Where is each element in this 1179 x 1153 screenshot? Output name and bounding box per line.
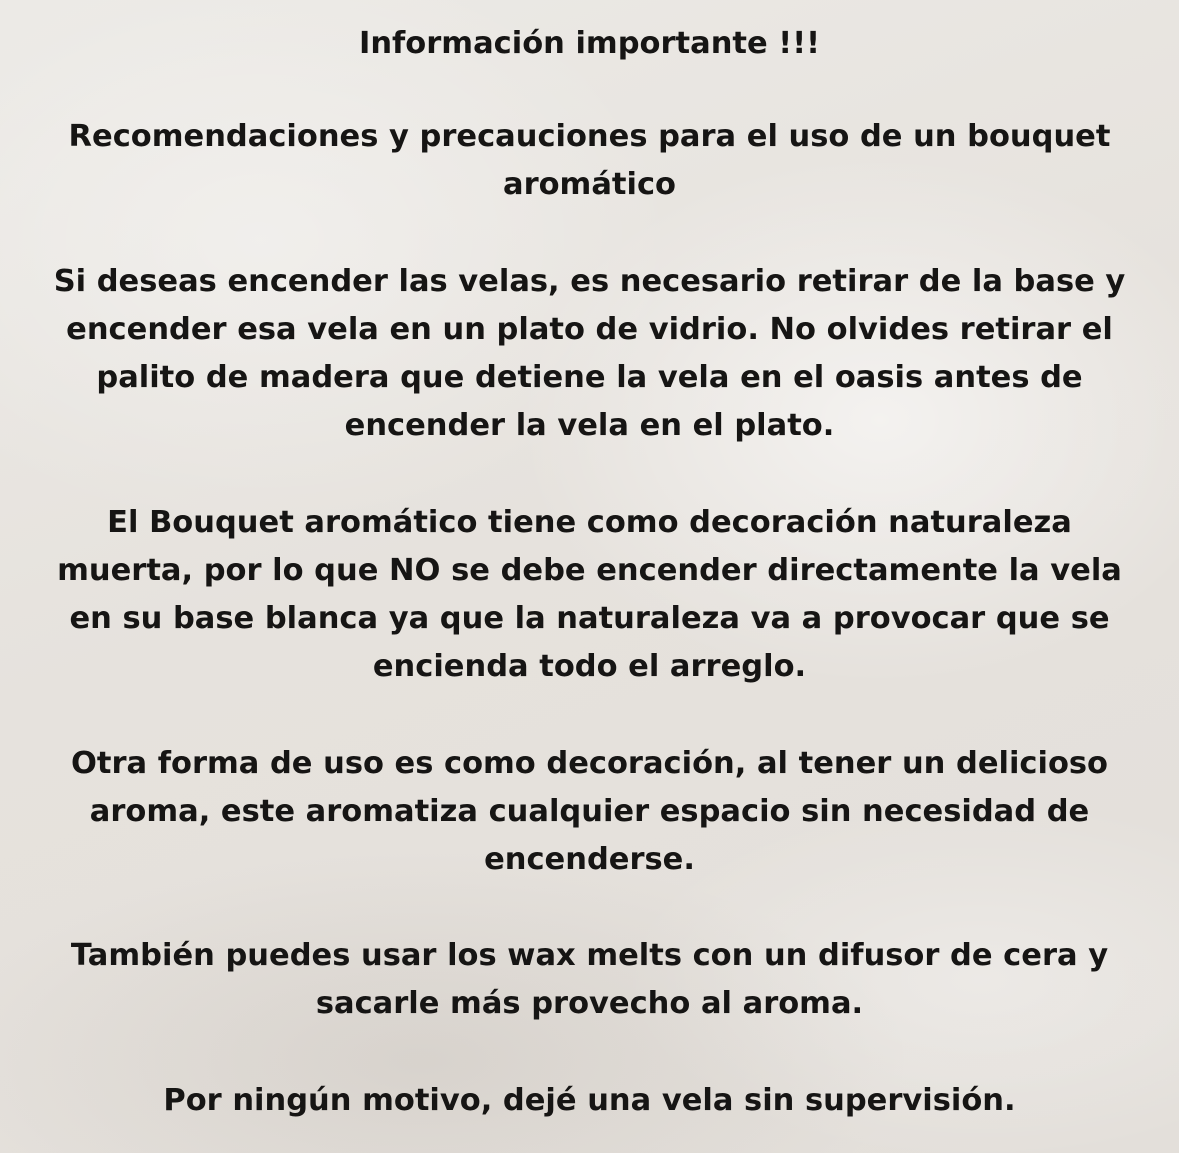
candles-line: encender esa vela en un plato de vidrio. No olvides retirar el [66, 312, 1113, 347]
candles-line: encender la vela en el plato. [344, 408, 835, 443]
notice-heading [0, 113, 1179, 209]
other-use-line: aroma, este aromatiza cualquier espacio sin necesidad de [89, 794, 1090, 829]
wax-melts-line: sacarle más provecho al aroma. [315, 986, 864, 1021]
notice-title-text: Información importante !!! [358, 26, 821, 61]
bouquet-line: encienda todo el arreglo. [372, 649, 807, 684]
warning-paragraph [0, 1077, 1179, 1125]
bouquet-line: muerta, por lo que NO se debe encender directamente la vela [57, 553, 1122, 588]
candles-line: Si deseas encender las velas, es necesario retirar de la base y [53, 264, 1126, 299]
notice-title [0, 20, 1179, 68]
candles-paragraph [0, 258, 1179, 450]
other-use-line: encenderse. [484, 842, 695, 877]
bouquet-line: El Bouquet aromático tiene como decoración naturaleza [107, 505, 1072, 540]
candles-line: palito de madera que detiene la vela en el oasis antes de [96, 360, 1083, 395]
other-use-line: Otra forma de uso es como decoración, al tener un delicioso [70, 746, 1109, 781]
bouquet-paragraph [0, 499, 1179, 691]
wax-melts-paragraph [0, 932, 1179, 1028]
heading-line: Recomendaciones y precauciones para el uso de un bouquet [68, 119, 1111, 154]
bouquet-line: en su base blanca ya que la naturaleza va a provocar que se [69, 601, 1110, 636]
heading-line: aromático [502, 167, 676, 202]
wax-melts-line: También puedes usar los wax melts con un difusor de cera y [70, 938, 1109, 973]
other-use-paragraph [0, 740, 1179, 884]
warning-text: Por ningún motivo, dejé una vela sin supervisión. [163, 1083, 1016, 1118]
